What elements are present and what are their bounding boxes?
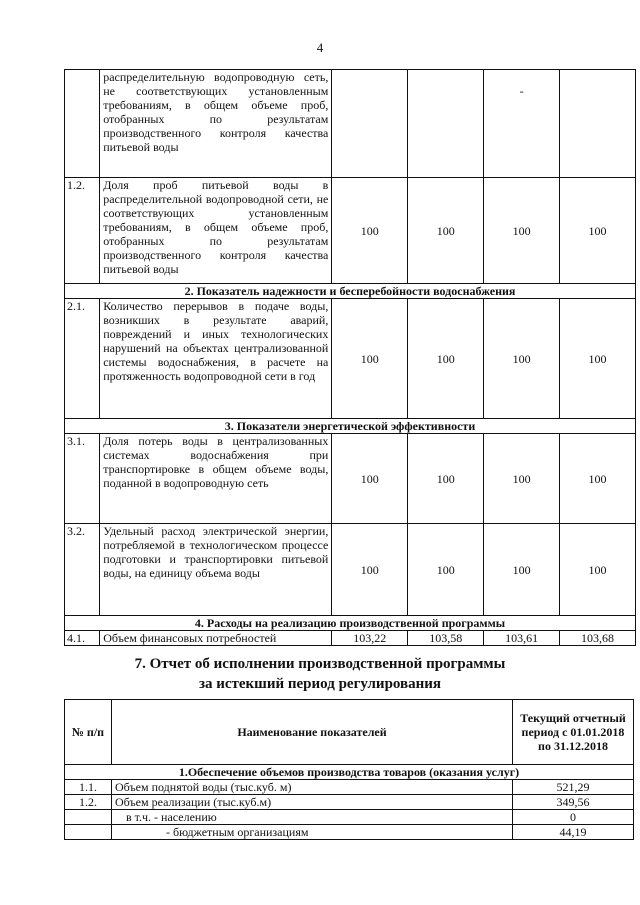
value-cell: 349,56 bbox=[513, 795, 634, 810]
row-number bbox=[65, 810, 112, 825]
value-cell: 100 bbox=[332, 178, 408, 284]
report-table bbox=[64, 699, 634, 840]
value-cell: 103,68 bbox=[560, 631, 636, 646]
value-cell: 100 bbox=[408, 524, 484, 616]
value-cell: 100 bbox=[484, 299, 560, 419]
value-cell bbox=[560, 70, 636, 178]
value-cell: 521,29 bbox=[513, 780, 634, 795]
value-cell: - bbox=[484, 70, 560, 178]
value-cell: 100 bbox=[408, 178, 484, 284]
table-row bbox=[65, 70, 636, 178]
heading-line: 7. Отчет об исполнении производственной программы bbox=[134, 656, 506, 672]
value-cell: 100 bbox=[332, 299, 408, 419]
value-cell: 0 bbox=[513, 810, 634, 825]
table-row bbox=[65, 780, 634, 795]
value-cell bbox=[332, 70, 408, 178]
indicator-name: Количество перерывов в подаче воды, возникших в результате аварий, повреждений и иных технологических нарушений на объектах централизованной системы водоснабжения, в расчете на протяженность водопроводной сети в год bbox=[100, 299, 332, 419]
value-cell: 100 bbox=[332, 434, 408, 524]
section-title: 2. Показатель надежности и бесперебойности водоснабжения bbox=[65, 284, 636, 299]
table-row bbox=[65, 631, 636, 646]
section-row bbox=[65, 616, 636, 631]
section-title: 1.Обеспечение объемов производства товаров (оказания услуг) bbox=[65, 765, 634, 780]
indicator-name: Доля потерь воды в централизованных системах водоснабжения при транспортировке в общем объеме воды, поданной в водопроводную сеть bbox=[100, 434, 332, 524]
indicator-name: Удельный расход электрической энергии, потребляемой в технологическом процессе подготовки и транспортировки питьевой воды, на единицу объема воды bbox=[100, 524, 332, 616]
section-title: 4. Расходы на реализацию производственной программы bbox=[65, 616, 636, 631]
row-number bbox=[65, 70, 100, 178]
value-cell: 100 bbox=[332, 524, 408, 616]
row-number: 1.2. bbox=[65, 795, 112, 810]
row-number bbox=[65, 825, 112, 840]
indicator-name: в т.ч. - населению bbox=[112, 810, 513, 825]
value-cell: 100 bbox=[484, 524, 560, 616]
value-cell: 100 bbox=[560, 434, 636, 524]
table-row bbox=[65, 434, 636, 524]
column-header-period: Текущий отчетный период с 01.01.2018 по 31.12.2018 bbox=[513, 700, 634, 765]
section-row bbox=[65, 765, 634, 780]
table-row bbox=[65, 299, 636, 419]
indicator-name: Объем реализации (тыс.куб.м) bbox=[112, 795, 513, 810]
row-number: 3.2. bbox=[65, 524, 100, 616]
table-row bbox=[65, 524, 636, 616]
value-cell: 100 bbox=[560, 178, 636, 284]
value-cell: 100 bbox=[560, 299, 636, 419]
value-cell: 103,58 bbox=[408, 631, 484, 646]
value-cell bbox=[408, 70, 484, 178]
table-row bbox=[65, 178, 636, 284]
row-number: 2.1. bbox=[65, 299, 100, 419]
value-cell: 100 bbox=[560, 524, 636, 616]
row-number: 1.1. bbox=[65, 780, 112, 795]
indicator-name: Объем финансовых потребностей bbox=[100, 631, 332, 646]
row-number: 3.1. bbox=[65, 434, 100, 524]
indicator-name: распределительную водопроводную сеть, не соответствующих установленным требованиям, в общем объеме проб, отобранных по результатам производственного контроля качества питьевой воды bbox=[100, 70, 332, 178]
column-header-name: Наименование показателей bbox=[112, 700, 513, 765]
section-row bbox=[65, 284, 636, 299]
section-heading bbox=[0, 654, 640, 694]
indicators-table bbox=[64, 69, 636, 646]
table-row bbox=[65, 825, 634, 840]
value-cell: 100 bbox=[484, 434, 560, 524]
value-cell: 100 bbox=[408, 299, 484, 419]
table-row bbox=[65, 810, 634, 825]
section-title: 3. Показатели энергетической эффективности bbox=[65, 419, 636, 434]
row-number: 1.2. bbox=[65, 178, 100, 284]
value-cell: 100 bbox=[408, 434, 484, 524]
indicator-name: Доля проб питьевой воды в распределительной водопроводной сети, не соответствующих установленным требованиям, в общем объеме проб, отобранных по результатам производственного контроля качества питьевой воды bbox=[100, 178, 332, 284]
section-row bbox=[65, 419, 636, 434]
heading-line: за истекший период регулирования bbox=[198, 676, 442, 692]
table-row bbox=[65, 795, 634, 810]
row-number: 4.1. bbox=[65, 631, 100, 646]
value-cell: 44,19 bbox=[513, 825, 634, 840]
page-number: 4 bbox=[316, 40, 324, 55]
header-row bbox=[65, 700, 634, 765]
value-cell: 103,61 bbox=[484, 631, 560, 646]
indicator-name: Объем поднятой воды (тыс.куб. м) bbox=[112, 780, 513, 795]
value-cell: 103,22 bbox=[332, 631, 408, 646]
value-cell: 100 bbox=[484, 178, 560, 284]
column-header-number: № п/п bbox=[65, 700, 112, 765]
indicator-name: - бюджетным организациям bbox=[112, 825, 513, 840]
